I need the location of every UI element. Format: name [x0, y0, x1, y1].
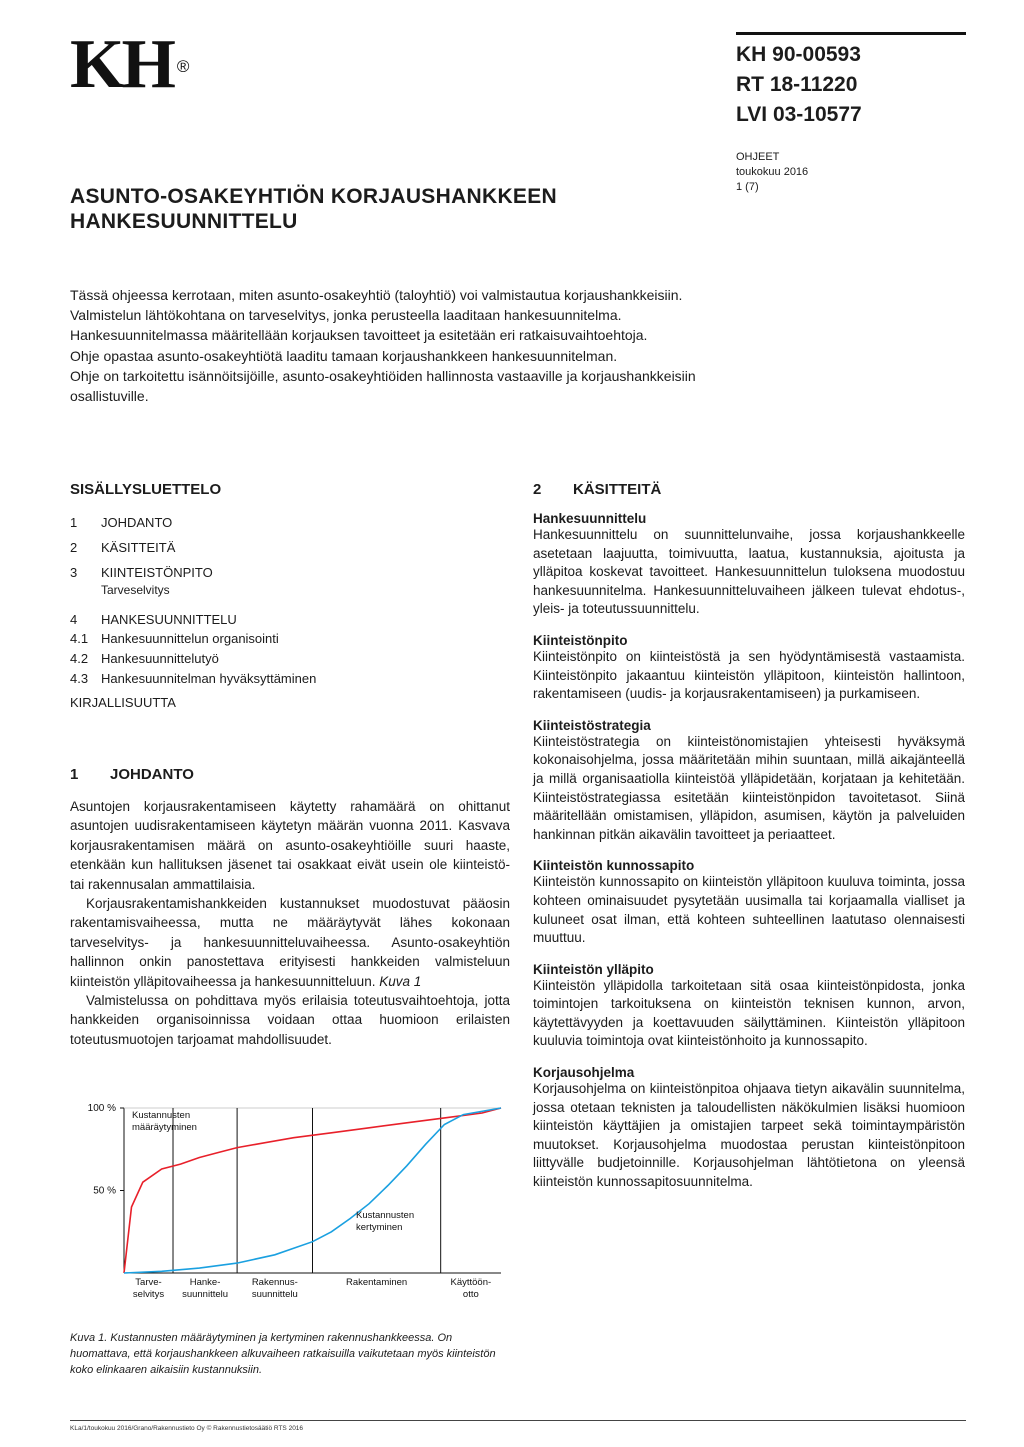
term-title: Korjausohjelma	[533, 1065, 635, 1081]
y-tick-label: 50 %	[93, 1185, 116, 1197]
toc-item[interactable]: Tarveselvitys	[101, 583, 170, 597]
footer: KLa/1/toukokuu 2016/Grano/Rakennustieto Oy © Rakennustietosäätiö RTS 2016	[70, 1420, 966, 1432]
toc-item[interactable]: 4.1 Hankesuunnittelun organisointi	[70, 631, 279, 646]
toc-item[interactable]: 1 JOHDANTO	[70, 515, 173, 530]
title-line-2: HANKESUUNNITTELU	[70, 210, 298, 233]
toc-item[interactable]: KIRJALLISUUTTA	[70, 695, 176, 710]
term-kiinteistonpito	[533, 633, 965, 704]
category-label: Käyttöön-otto	[450, 1277, 492, 1300]
term-title: Kiinteistön ylläpito	[533, 961, 654, 977]
toc-item[interactable]: 4.3 Hankesuunnitelman hyväksyttäminen	[70, 671, 317, 686]
series-label: Kustannusten määräytyminen	[132, 1110, 197, 1133]
category-label: Rakennus-suunnittelu	[251, 1277, 298, 1300]
header-rule	[736, 32, 966, 35]
section-1-heading: 1 JOHDANTO	[70, 766, 194, 783]
term-body: Korjausohjelma on kiinteistönpitoa ohjaava tietyn aikavälin suunnitelma, jossa otetaan teknisten ja taloudellisten näkökulmien lisäksi huomioon kiinteistön käyttäjien ja omistajien tarpeet sekä toimintaympäristön muutokset. Korjausohjelma muodostaa perustan kiinteistönpitoon liittyvälle budjetoinnille. Korjausohjelman lähtötietona on yleensä kiinteistön kunnossapitosuunnitelma.	[533, 1081, 965, 1190]
toc-item[interactable]: 2 KÄSITTEITÄ	[70, 540, 176, 555]
section-1-body	[70, 797, 510, 1049]
term-title: Kiinteistön kunnossapito	[533, 858, 695, 874]
figure-caption: Kuva 1. Kustannusten määräytyminen ja kertyminen rakennushankkeessa. On huomattava, että korjaushankkeen alkuvaiheen ratkaisuilla vaikutetaan myös kiinteistön koko elinkaaren aikaisiin kustannuksiin.	[70, 1332, 496, 1376]
document-codes	[736, 40, 862, 130]
section-1-paragraph-1: Asuntojen korjausrakentamiseen käytetty rahamäärä on ohittanut asuntojen uudisrakentamiseen käytetyn määrän vuonna 2011. Kasvava korjausrakentamisen määrä on asunto-osakeyhtiöille suuri haaste, etenkään kun hallituksen jäsenet tai osakkaat eivät usein ole kiinteistö- tai rakennusalan ammattilaisia.	[70, 799, 510, 892]
term-body: Kiinteistön ylläpidolla tarkoitetaan sitä osaa kiinteistönpidosta, jonka toimintojen tarkoituksena on kiinteistön teknisen kunnon, arvon, käytettävyyden ja koettavuuden säilyttäminen. Kiinteistön ylläpitoon kuuluvia toimintoja ovat kiinteistönhoito ja kunnossapito.	[533, 977, 965, 1049]
cost-chart	[66, 1098, 516, 1318]
kh-logo	[70, 26, 190, 103]
figure-reference: Kuva 1	[379, 973, 422, 989]
term-title: Kiinteistöstrategia	[533, 717, 651, 733]
doc-type: OHJEET	[736, 151, 780, 163]
registered-mark: ®	[176, 57, 190, 76]
toc-heading: SISÄLLYSLUETTELO	[70, 481, 222, 498]
toc-item[interactable]: 4 HANKESUUNNITTELU	[70, 612, 237, 627]
term-kiinteistostrategia	[533, 718, 965, 845]
code-kh: KH 90-00593	[736, 43, 861, 66]
term-kiinteiston-yllapito	[533, 962, 965, 1051]
term-body: Kiinteistön kunnossapito on kiinteistön ylläpitoon kuuluva toiminta, jossa kohteen ominaisuudet pysytetään uusimalla tai korjaamalla vialliset ja kuluneet osat ilman, että kohteen suhteellinen laatutaso olennaisesti muuttuu.	[533, 874, 965, 946]
term-hankesuunnittelu	[533, 511, 965, 619]
category-label: Hanke-suunnittelu	[182, 1277, 229, 1300]
intro-text	[70, 285, 730, 406]
intro-paragraph-2: Ohje opastaa asunto-osakeyhtiötä laaditu tamaan korjaushankkeen hankesuunnitelman.	[70, 347, 618, 364]
term-kiinteiston-kunnossapito	[533, 858, 965, 947]
toc-item[interactable]: 3 KIINTEISTÖNPITO	[70, 565, 213, 580]
title-line-1: ASUNTO-OSAKEYHTIÖN KORJAUSHANKKEEN	[70, 185, 558, 208]
table-of-contents	[70, 516, 490, 710]
doc-date: toukokuu 2016	[736, 166, 809, 178]
term-title: Hankesuunnittelu	[533, 511, 647, 526]
definitions-list	[533, 511, 965, 1192]
term-title: Kiinteistönpito	[533, 632, 628, 648]
term-body: Kiinteistönpito on kiinteistöstä ja sen hyödyntämisestä vastaamista. Kiinteistönpito jakaantuu kiinteistön ylläpitoon, kiinteistön hallintoon, rakentamiseen (uudis- ja korjausrakentamiseen) ja purkamiseen.	[533, 648, 965, 702]
section-1-paragraph-3: Valmistelussa on pohdittava myös erilaisia toteutusvaihtoehtoja, jotta hankkeiden organisoinnissa voidaan ottaa huomioon erilaisten toteutusmuotojen tarjoamat mahdollisuudet.	[70, 993, 510, 1047]
intro-paragraph-1: Tässä ohjeessa kerrotaan, miten asunto-osakeyhtiö (taloyhtiö) voi valmistautua korjaushankkeisiin. Valmistelun lähtökohtana on tarveselvitys, jonka perusteella laaditaan hankesuunnitelma. Hankesuunnitelmassa määritellään korjauksen tavoitteet ja esitetään eri ratkaisuvaihtoehtoja.	[70, 287, 683, 344]
y-tick-label: 100 %	[87, 1103, 116, 1114]
series-label: Kustannusten kertyminen	[356, 1210, 415, 1233]
code-lvi: LVI 03-10577	[736, 103, 862, 126]
category-label: Rakentaminen	[345, 1277, 408, 1288]
section-1-paragraph-2: Korjausrakentamishankkeiden kustannukset muodostuvat pääosin rakentamisvaiheessa, mutta ne määräytyvät lähes kokonaan tarveselvitys- ja hankesuunnitteluvaiheessa. Asunto-osakeyhtiön hallinnon onkin panostettava erityisesti hankkeiden valmisteluun kiinteistön ylläpitovaiheessa ja hankesuunnitteluun. Kuva 1	[70, 896, 510, 989]
toc-item[interactable]: 4.2 Hankesuunnittelutyö	[70, 651, 219, 666]
category-label: Tarve-selvitys	[132, 1277, 165, 1300]
document-meta	[736, 150, 808, 195]
logo-text: KH	[70, 26, 173, 103]
term-body: Hankesuunnittelu on suunnittelunvaihe, jossa korjaushankkeelle asetetaan laajuutta, toimivuutta, laatua, kustannuksia, ajoitusta ja ylläpitoa koskevat tavoitteet. Hankesuunnittelun tuloksena muodostuu hankesuunnitelma. Hankesuunnitteluvaiheen jälkeen tulevat ehdotus-, yleis- ja toteutussuunnittelu.	[533, 527, 965, 617]
code-rt: RT 18-11220	[736, 73, 858, 96]
page-number: 1 (7)	[736, 181, 759, 193]
section-2-heading: 2 KÄSITTEITÄ	[533, 481, 662, 498]
page-title	[70, 184, 710, 234]
term-body: Kiinteistöstrategia on kiinteistönomistajien yhteisesti hyväksymä kokonaisohjelma, jossa määritetään mihin suuntaan, millä aikajänteellä ja millä organisaatiolla kiinteistöä ylläpidetään, korjataan ja kehitetään. Kiinteistöstrategiassa esitetään kiinteistönpidon tavoitetasot. Siinä määritellään omistamisen, ylläpidon, asumisen, käytön ja palveluiden hankinnan pitkän aikavälin tavoitteet ja periaatteet.	[533, 733, 965, 842]
intro-paragraph-3: Ohje on tarkoitettu isännöitsijöille, asunto-osakeyhtiöiden hallinnosta vastaaville ja korjaushankkeisiin osallistuville.	[70, 367, 696, 405]
term-korjausohjelma	[533, 1065, 965, 1192]
